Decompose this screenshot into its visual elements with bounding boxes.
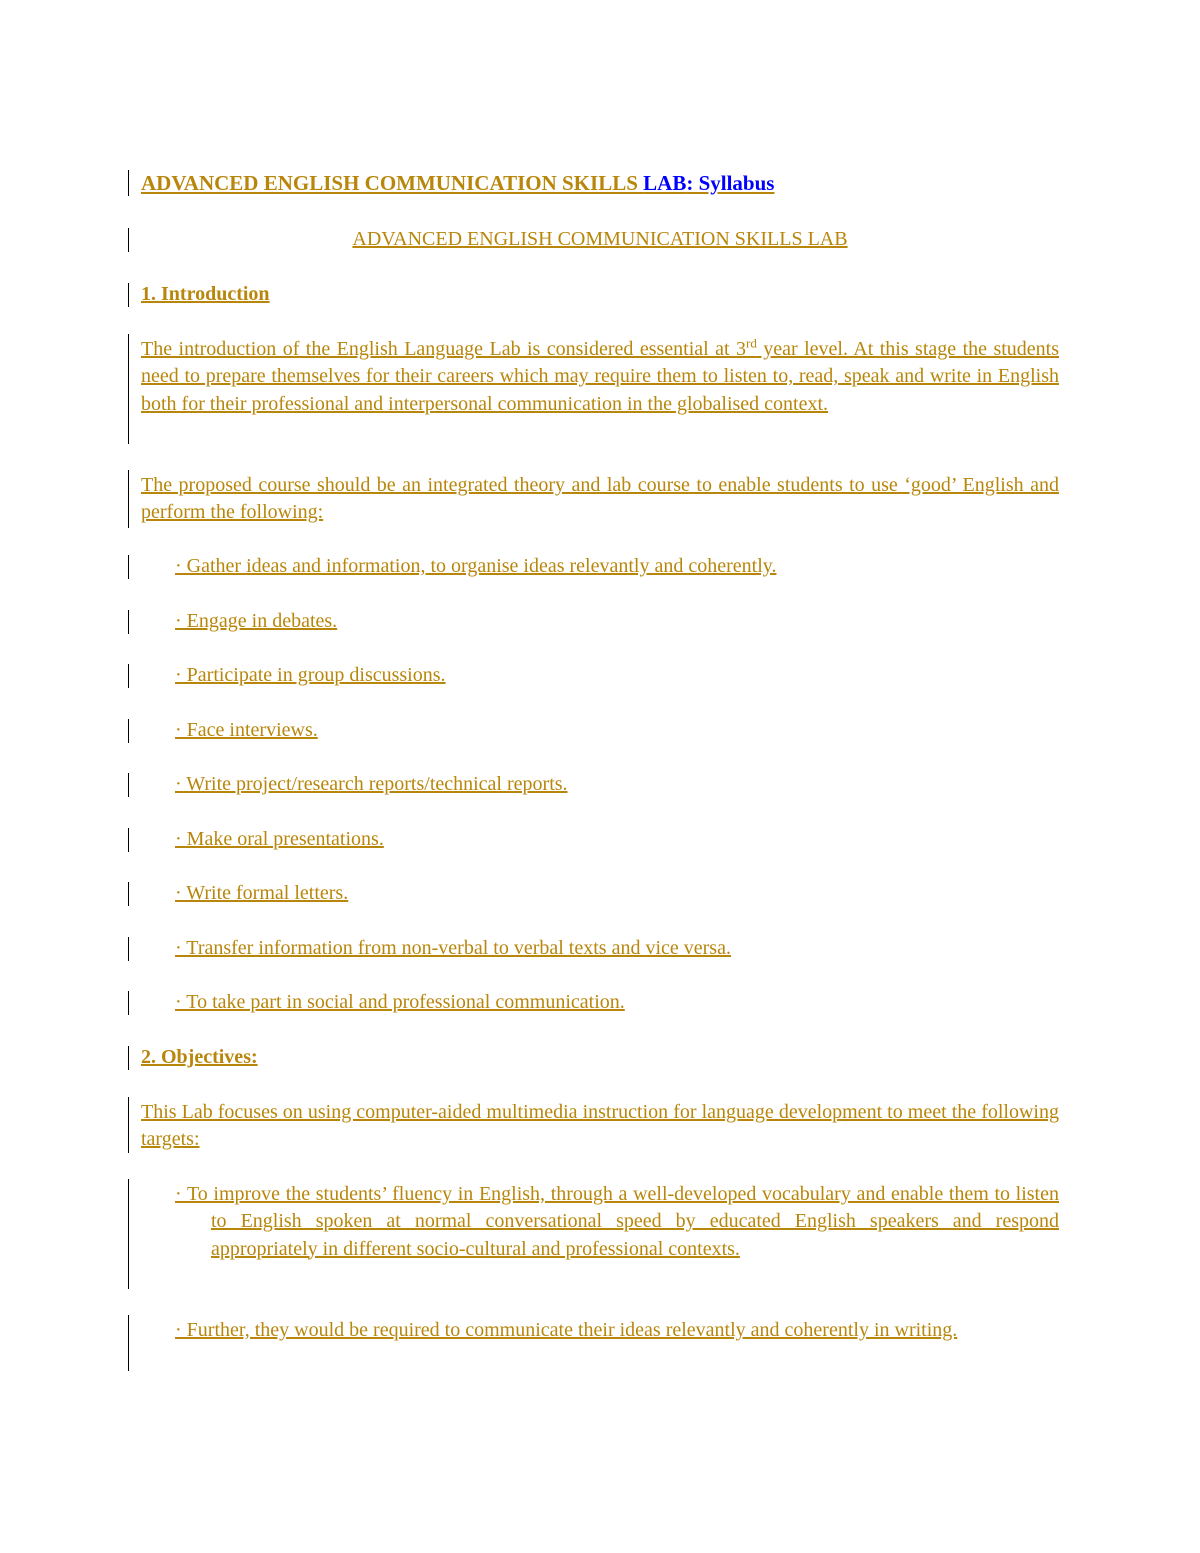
change-bar: [128, 664, 129, 688]
list-item: · Write formal letters.: [175, 882, 349, 904]
list-item: · Engage in debates.: [175, 610, 338, 632]
change-bar: [128, 283, 129, 307]
change-bar: [128, 719, 129, 743]
section-heading-objectives: 2. Objectives:: [141, 1046, 258, 1068]
list-item: · Make oral presentations.: [175, 828, 384, 850]
change-bar: [128, 470, 129, 528]
document-subtitle: ADVANCED ENGLISH COMMUNICATION SKILLS LAB: [352, 228, 848, 250]
change-bar: [128, 610, 129, 634]
change-bar: [128, 1315, 129, 1371]
intro-para1-sup: rd: [746, 335, 757, 351]
list-item: · Write project/research reports/technical reports.: [175, 773, 568, 795]
section-heading-introduction: 1. Introduction: [141, 283, 270, 305]
list-item: · To take part in social and professional communication.: [175, 991, 625, 1013]
list-item: · Further, they would be required to communicate their ideas relevantly and coherently in writing.: [175, 1319, 958, 1341]
list-item: · Gather ideas and information, to organise ideas relevantly and coherently.: [175, 555, 777, 577]
change-bar: [128, 228, 129, 252]
document-title: [141, 171, 1059, 196]
title-lab: LAB: [643, 171, 687, 195]
list-item: · To improve the students’ fluency in English, through a well-developed vocabulary and enable them to listen to English spoken at normal conversational speed by educated English speakers and respond appropriately in different socio-cultural and professional contexts.: [175, 1183, 1059, 1260]
title-suffix: : Syllabus: [686, 171, 775, 195]
change-bar: [128, 991, 129, 1015]
objectives-paragraph: This Lab focuses on using computer-aided multimedia instruction for language development to meet the following targets:: [141, 1101, 1059, 1151]
change-bar: [128, 828, 129, 852]
change-bar: [128, 1179, 129, 1289]
change-bar: [128, 555, 129, 579]
change-bar: [128, 170, 129, 196]
change-bar: [128, 937, 129, 961]
list-item: · Participate in group discussions.: [175, 664, 446, 686]
intro-paragraph-1: [141, 336, 1059, 418]
list-item: · Face interviews.: [175, 719, 318, 741]
change-bar: [128, 1046, 129, 1070]
change-bar: [128, 773, 129, 797]
change-bar: [128, 882, 129, 906]
intro-paragraph-2: The proposed course should be an integrated theory and lab course to enable students to use ‘good’ English and perform the following:: [141, 474, 1059, 524]
intro-para1-text-cont: year level. At this stage the students need to prepare themselves for their careers which may require them to listen to, read, speak and write in English both for their professional and interpersonal communication in the globalised context.: [141, 338, 1059, 415]
change-bar: [128, 1097, 129, 1153]
title-prefix: ADVANCED ENGLISH COMMUNICATION SKILLS: [141, 171, 644, 195]
list-item: · Transfer information from non-verbal to verbal texts and vice versa.: [175, 937, 731, 959]
change-bar: [128, 334, 129, 444]
intro-para1-text: The introduction of the English Language Lab is considered essential at 3: [141, 338, 746, 360]
